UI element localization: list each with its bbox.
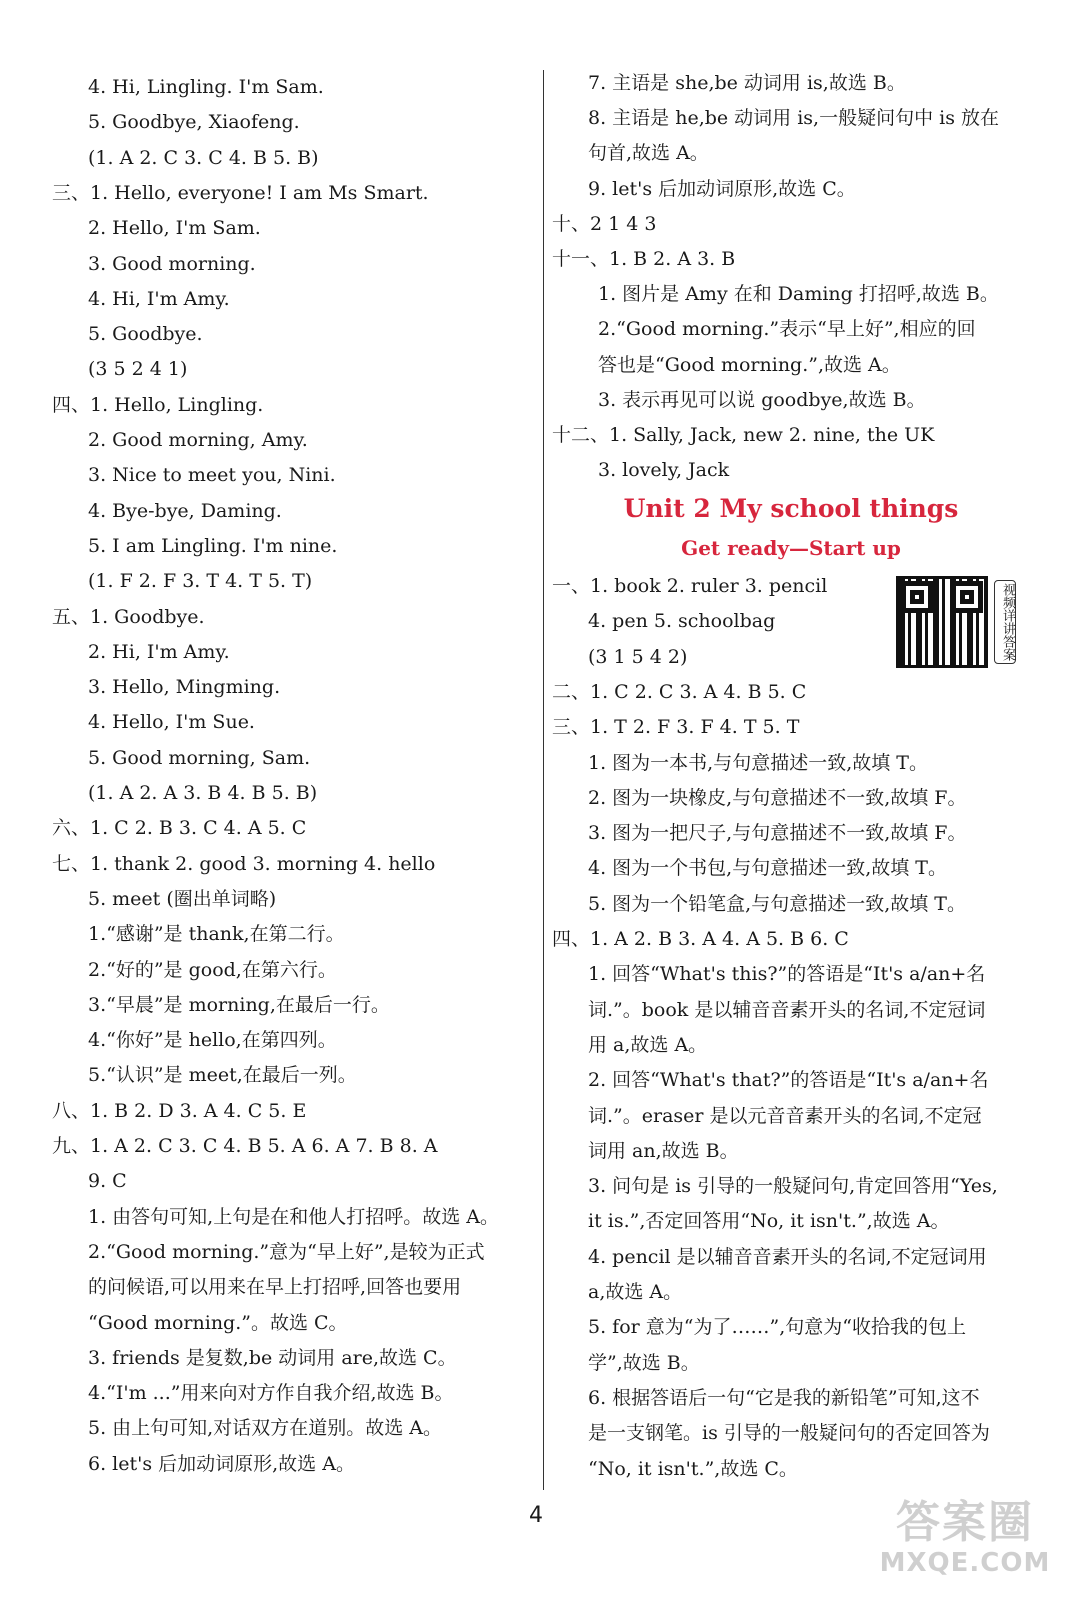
text-line: 4.“I'm ...”用来向对方作自我介绍,故选 B。 bbox=[88, 1382, 454, 1405]
text-line: (1. A 2. A 3. B 4. B 5. B) bbox=[88, 782, 318, 804]
text-line: 2.“Good morning.”意为“早上好”,是较为正式 bbox=[88, 1240, 485, 1263]
text-line: “Good morning.”。故选 C。 bbox=[88, 1311, 348, 1334]
qr-code-icon[interactable] bbox=[896, 576, 988, 668]
text-line: 一、1. book 2. ruler 3. pencil bbox=[552, 575, 828, 597]
text-line: 5. Goodbye. bbox=[88, 323, 203, 346]
text-line: 词.”。eraser 是以元音音素开头的名词,不定冠 bbox=[588, 1104, 982, 1127]
text-line: 学”,故选 B。 bbox=[588, 1351, 700, 1374]
text-line: 3. 图为一把尺子,与句意描述不一致,故填 F。 bbox=[588, 822, 967, 845]
text-line: 4. Hello, I'm Sue. bbox=[88, 711, 255, 734]
text-line: 1. 由答句可知,上句是在和他人打招呼。故选 A。 bbox=[88, 1205, 499, 1228]
text-line: 5. 图为一个铅笔盒,与句意描述一致,故填 T。 bbox=[588, 892, 966, 915]
text-line: 八、1. B 2. D 3. A 4. C 5. E bbox=[52, 1099, 307, 1122]
text-line: 4. pen 5. schoolbag bbox=[588, 610, 776, 633]
text-line: 十、2 1 4 3 bbox=[552, 212, 657, 235]
text-line: 3.“早晨”是 morning,在最后一行。 bbox=[88, 993, 390, 1016]
text-line: 5.“认识”是 meet,在最后一列。 bbox=[88, 1064, 357, 1087]
text-line: (1. F 2. F 3. T 4. T 5. T) bbox=[88, 570, 313, 593]
text-line: 3. lovely, Jack bbox=[598, 459, 730, 482]
text-line: 9. let's 后加动词原形,故选 C。 bbox=[588, 177, 856, 200]
text-line: 1. 图为一本书,与句意描述一致,故填 T。 bbox=[588, 751, 928, 774]
text-line: 2.“好的”是 good,在第六行。 bbox=[88, 958, 337, 981]
text-line: 4. Hi, Lingling. I'm Sam. bbox=[88, 76, 324, 98]
text-line: 三、1. T 2. F 3. F 4. T 5. T bbox=[552, 716, 800, 739]
text-line: 3. friends 是复数,be 动词用 are,故选 C。 bbox=[88, 1346, 457, 1369]
text-line: (1. A 2. C 3. C 4. B 5. B) bbox=[88, 146, 319, 169]
text-line: 答也是“Good morning.”,故选 A。 bbox=[598, 353, 901, 376]
text-line: 6. let's 后加动词原形,故选 A。 bbox=[88, 1452, 355, 1475]
text-line: 5. Good morning, Sam. bbox=[88, 746, 311, 769]
text-line: 4. Bye-bye, Daming. bbox=[88, 499, 282, 522]
text-line: 3. Good morning. bbox=[88, 252, 256, 275]
text-line: 2. 图为一块橡皮,与句意描述不一致,故填 F。 bbox=[588, 786, 967, 809]
text-line: 5. I am Lingling. I'm nine. bbox=[88, 534, 338, 557]
text-line: 四、1. A 2. B 3. A 4. A 5. B 6. C bbox=[552, 928, 849, 950]
page-number: 4 bbox=[529, 1503, 543, 1528]
text-line: 5. for 意为“为了……”,句意为“收拾我的包上 bbox=[588, 1316, 966, 1339]
text-line: 二、1. C 2. C 3. A 4. B 5. C bbox=[552, 680, 807, 703]
text-line: 2. Good morning, Amy. bbox=[88, 429, 308, 451]
qr-label: 视频详讲答案 bbox=[994, 580, 1016, 664]
text-line: a,故选 A。 bbox=[588, 1281, 683, 1303]
watermark-bottom: MXQE.COM bbox=[879, 1548, 1051, 1578]
text-line: 5. 由上句可知,对话双方在道别。故选 A。 bbox=[88, 1417, 442, 1440]
text-line: 六、1. C 2. B 3. C 4. A 5. C bbox=[52, 817, 307, 840]
text-line: (3 5 2 4 1) bbox=[88, 358, 188, 381]
text-line: 3. 表示再见可以说 goodbye,故选 B。 bbox=[598, 388, 926, 411]
text-line: 用 a,故选 A。 bbox=[588, 1033, 708, 1056]
text-line: 三、1. Hello, everyone! I am Ms Smart. bbox=[52, 181, 429, 204]
text-line: 5. Goodbye, Xiaofeng. bbox=[88, 111, 300, 134]
text-line: 十一、1. B 2. A 3. B bbox=[552, 248, 736, 270]
text-line: 4. pencil 是以辅音音素开头的名词,不定冠词用 bbox=[588, 1245, 987, 1268]
unit-title: Unit 2 My school things bbox=[623, 494, 959, 523]
text-line: 词.”。book 是以辅音音素开头的名词,不定冠词 bbox=[588, 998, 986, 1021]
text-line: 四、1. Hello, Lingling. bbox=[52, 393, 264, 416]
text-line: 4. Hi, I'm Amy. bbox=[88, 287, 230, 310]
watermark-top: 答案圈 bbox=[896, 1497, 1034, 1548]
text-line: 9. C bbox=[88, 1170, 127, 1193]
text-line: 2. Hello, I'm Sam. bbox=[88, 217, 261, 240]
text-line: 2.“Good morning.”表示“早上好”,相应的回 bbox=[598, 318, 976, 341]
text-line: 8. 主语是 he,be 动词用 is,一般疑问句中 is 放在 bbox=[588, 107, 999, 130]
text-line: 3. 问句是 is 引导的一般疑问句,肯定回答用“Yes, bbox=[588, 1175, 998, 1198]
text-line: 句首,故选 A。 bbox=[588, 142, 709, 165]
text-line: “No, it isn't.”,故选 C。 bbox=[588, 1457, 798, 1480]
text-line: 5. meet (圈出单词略) bbox=[88, 887, 277, 910]
text-line: 五、1. Goodbye. bbox=[52, 605, 205, 628]
text-line: 7. 主语是 she,be 动词用 is,故选 B。 bbox=[588, 72, 906, 94]
text-line: 是一支钢笔。is 引导的一般疑问句的否定回答为 bbox=[588, 1422, 990, 1445]
text-line: 6. 根据答语后一句“它是我的新铅笔”可知,这不 bbox=[588, 1386, 980, 1409]
text-line: 4. 图为一个书包,与句意描述一致,故填 T。 bbox=[588, 857, 947, 880]
text-line: 2. Hi, I'm Amy. bbox=[88, 640, 230, 663]
text-line: (3 1 5 4 2) bbox=[588, 645, 688, 668]
text-line: 九、1. A 2. C 3. C 4. B 5. A 6. A 7. B 8. A bbox=[52, 1135, 438, 1157]
text-line: 1. 图片是 Amy 在和 Daming 打招呼,故选 B。 bbox=[598, 283, 999, 306]
text-line: 3. Nice to meet you, Nini. bbox=[88, 464, 336, 487]
text-line: 3. Hello, Mingming. bbox=[88, 676, 281, 699]
text-line: 词用 an,故选 B。 bbox=[588, 1139, 739, 1162]
text-line: 1. 回答“What's this?”的答语是“It's a/an+名 bbox=[588, 963, 986, 986]
unit-subtitle: Get ready—Start up bbox=[681, 536, 901, 560]
text-line: 1.“感谢”是 thank,在第二行。 bbox=[88, 923, 345, 946]
column-divider bbox=[543, 70, 544, 1490]
watermark-logo bbox=[870, 1498, 1060, 1578]
text-line: 七、1. thank 2. good 3. morning 4. hello bbox=[52, 852, 436, 875]
text-line: 十二、1. Sally, Jack, new 2. nine, the UK bbox=[552, 424, 935, 446]
text-line: 2. 回答“What's that?”的答语是“It's a/an+名 bbox=[588, 1069, 989, 1092]
text-line: 4.“你好”是 hello,在第四列。 bbox=[88, 1029, 337, 1052]
text-line: it is.”,否定回答用“No, it isn't.”,故选 A。 bbox=[588, 1210, 950, 1233]
text-line: 的问候语,可以用来在早上打招呼,回答也要用 bbox=[88, 1276, 462, 1299]
